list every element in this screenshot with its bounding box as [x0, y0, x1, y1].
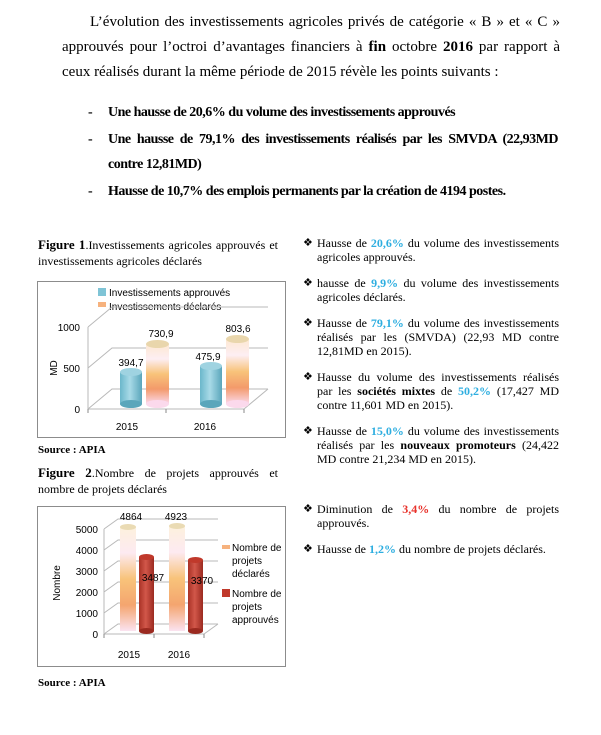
analysis-list: [303, 236, 559, 568]
svg-text:projets: projets: [232, 602, 263, 613]
figure1-label: Figure 1: [38, 237, 86, 252]
svg-text:730,9: 730,9: [148, 329, 174, 340]
svg-text:Nombre de: Nombre de: [232, 543, 282, 554]
figure1-chart: [37, 281, 286, 438]
diamond-bullet-icon: ❖: [303, 371, 313, 383]
intro-fin: fin: [368, 39, 387, 55]
diamond-bullet-icon: ❖: [303, 543, 313, 555]
svg-text:2016: 2016: [193, 422, 217, 433]
svg-text:Nombre de: Nombre de: [232, 589, 282, 600]
key-point: [88, 100, 558, 125]
legend-swatch-approuves: [98, 288, 106, 296]
diamond-bullet-icon: ❖: [303, 317, 313, 329]
svg-text:1000: 1000: [75, 609, 98, 620]
figure2-chart: [37, 506, 286, 667]
figure2-label: Figure 2: [38, 465, 92, 480]
figure1-source: Source : APIA: [38, 444, 106, 456]
svg-text:approuvés: approuvés: [232, 615, 279, 626]
dash-bullet: -: [88, 184, 93, 199]
svg-text:déclarés: déclarés: [232, 569, 270, 580]
legend-swatch-declares: [98, 302, 106, 307]
analysis-item: ❖ Hausse de 15,0% du volume des investissements réalisés par les nouveaux promoteurs (24,422 MD contre 21,234 MD en 2015).: [303, 424, 560, 466]
y-axis-label: MD: [49, 360, 60, 376]
analysis-item: ❖ Hausse de 20,6% du volume des investissements agricoles approuvés.: [303, 236, 560, 264]
diamond-bullet-icon: ❖: [303, 425, 313, 437]
analysis-item: ❖ Hausse du volume des investissements réalisés par les sociétés mixtes de 50,2% (17,427 MD contre 11,601 MD en 2015).: [303, 370, 559, 412]
svg-text:3487: 3487: [141, 573, 165, 584]
svg-text:4864: 4864: [119, 512, 143, 523]
diamond-bullet-icon: ❖: [303, 503, 313, 515]
svg-text:2000: 2000: [75, 588, 98, 599]
svg-text:0: 0: [74, 405, 80, 416]
key-points-list: [88, 100, 558, 206]
diamond-bullet-icon: ❖: [303, 237, 313, 249]
intro-text-end: par rapport à ceux réalisés durant la même période de 2015 révèle les points suivants :: [62, 39, 560, 80]
intro-year: 2016: [442, 39, 473, 55]
dash-bullet: -: [88, 132, 93, 147]
intro-text-start: L’évolution des investissements agricoles privés de catégorie « B » et « C » approuvés pour l’octroi d’avantages financiers à: [62, 14, 560, 55]
svg-text:4000: 4000: [75, 546, 98, 557]
svg-text:4923: 4923: [164, 512, 188, 523]
dash-bullet: -: [88, 105, 93, 120]
svg-text:3370: 3370: [190, 576, 214, 587]
svg-text:2015: 2015: [115, 422, 139, 433]
svg-text:500: 500: [63, 364, 80, 375]
intro-mid: octobre: [386, 39, 443, 55]
figure2-caption: [38, 465, 278, 497]
key-point-text: Hausse de 10,7% des emplois permanents par la création de 4194 postes.: [108, 184, 506, 199]
svg-text:0: 0: [92, 630, 98, 641]
analysis-item: ❖ Diminution de 3,4% du nombre de projets approuvés.: [303, 502, 559, 530]
svg-text:3000: 3000: [75, 567, 98, 578]
figure1-caption: [38, 237, 278, 269]
key-point-text: Une hausse de 79,1% des investissements réalisés par les SMVDA (22,93MD contre 12,81MD): [108, 132, 558, 172]
svg-text:394,7: 394,7: [118, 358, 144, 369]
svg-text:1000: 1000: [57, 323, 80, 334]
analysis-item: ❖ Hausse de 79,1% du volume des investissements réalisés par les (SMVDA) (22,93 MD contre 12,81MD en 2015).: [303, 316, 560, 358]
y-axis-label: Nombre: [52, 565, 63, 601]
svg-text:475,9: 475,9: [195, 352, 221, 363]
key-point: [88, 179, 558, 204]
intro-paragraph: [62, 10, 560, 85]
svg-text:2016: 2016: [167, 650, 191, 661]
svg-text:5000: 5000: [75, 525, 98, 536]
analysis-item: ❖ hausse de 9,9% du volume des investissements agricoles déclarés.: [303, 276, 559, 304]
key-point: [88, 127, 558, 177]
legend-label-declares: Investissements déclarés: [109, 302, 222, 313]
figure2-source: Source : APIA: [38, 677, 106, 689]
svg-text:2015: 2015: [117, 650, 141, 661]
svg-text:projets: projets: [232, 556, 263, 567]
key-point-text: Une hausse de 20,6% du volume des investissements approuvés: [108, 105, 456, 120]
figure1-caption-text: .Investissements agricoles approuvés et investissements agricoles déclarés: [38, 238, 278, 268]
diamond-bullet-icon: ❖: [303, 277, 313, 289]
legend-label-approuves: Investissements approuvés: [109, 288, 231, 299]
svg-text:803,6: 803,6: [225, 324, 251, 335]
figure2-caption-text: .Nombre de projets approuvés et nombre de projets déclarés: [38, 466, 278, 496]
analysis-item: ❖ Hausse de 1,2% du nombre de projets déclarés.: [303, 542, 546, 556]
